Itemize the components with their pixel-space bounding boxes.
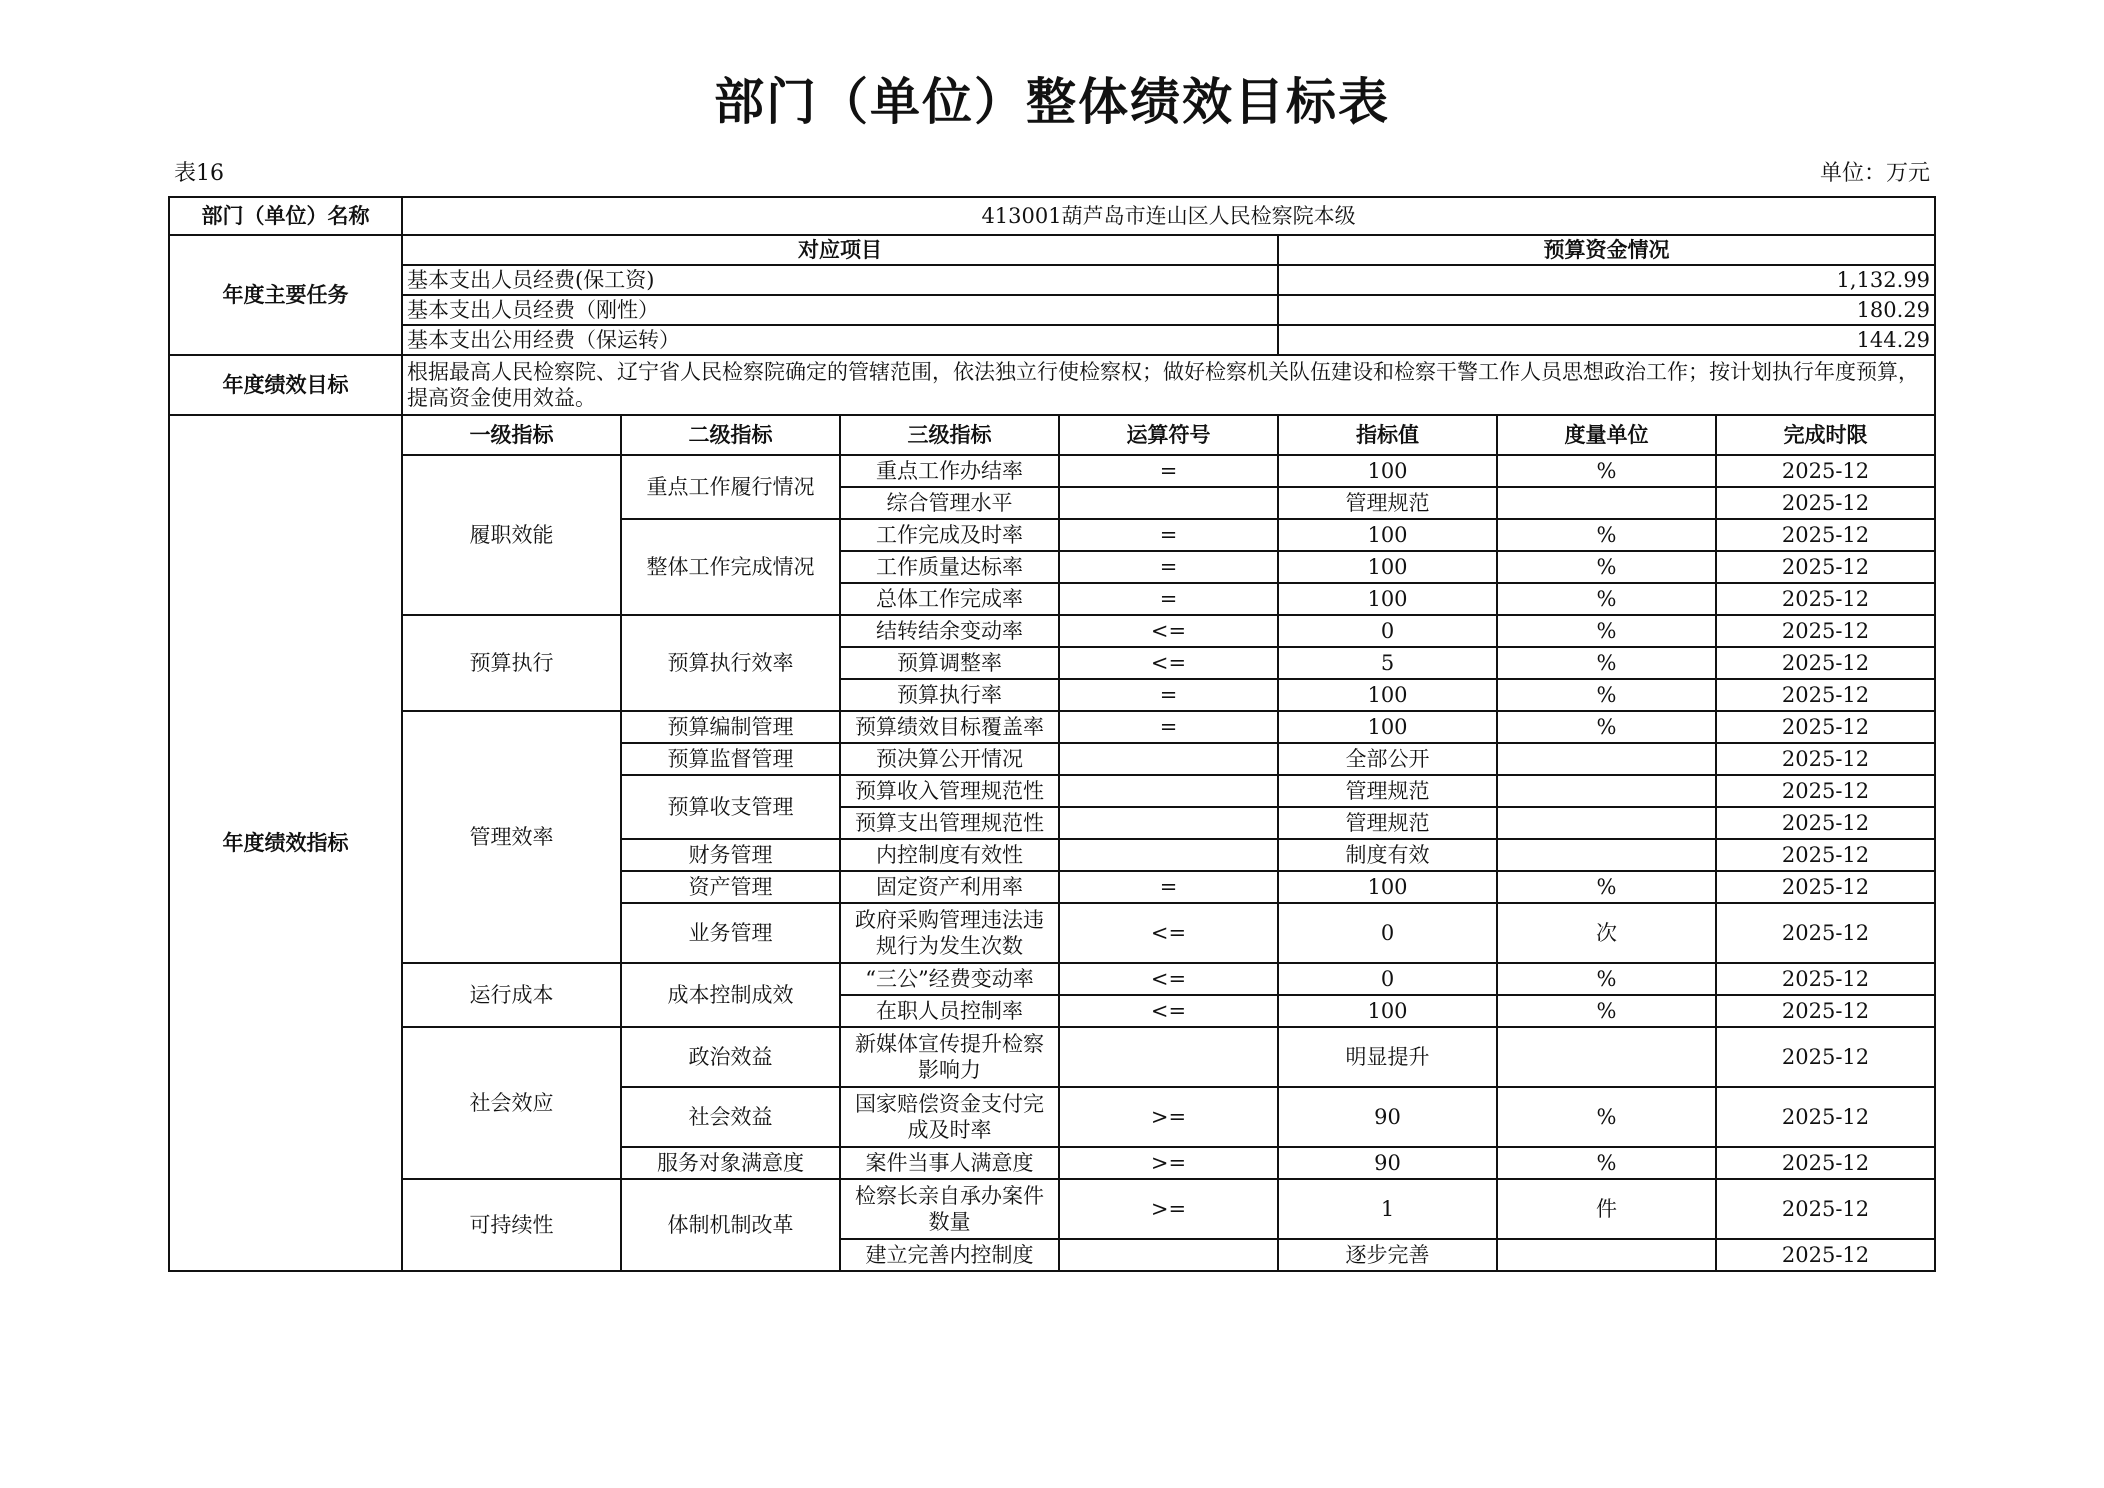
table-row bbox=[169, 711, 1935, 743]
deadline-cell: 2025-12 bbox=[1716, 487, 1935, 519]
value-cell: 100 bbox=[1278, 583, 1497, 615]
operator-cell: >= bbox=[1059, 1179, 1278, 1239]
level3-cell: 国家赔偿资金支付完成及时率 bbox=[840, 1087, 1059, 1147]
deadline-cell: 2025-12 bbox=[1716, 647, 1935, 679]
level2-cell: 政治效益 bbox=[621, 1027, 840, 1087]
level3-cell: 检察长亲自承办案件数量 bbox=[840, 1179, 1059, 1239]
level2-cell: 预算收支管理 bbox=[621, 775, 840, 839]
value-cell: 100 bbox=[1278, 455, 1497, 487]
value-cell: 5 bbox=[1278, 647, 1497, 679]
operator-cell bbox=[1059, 775, 1278, 807]
deadline-cell: 2025-12 bbox=[1716, 995, 1935, 1027]
operator-cell: <= bbox=[1059, 995, 1278, 1027]
unit-cell: 件 bbox=[1497, 1179, 1716, 1239]
operator-cell: = bbox=[1059, 583, 1278, 615]
unit-cell: % bbox=[1497, 711, 1716, 743]
col-unit: 度量单位 bbox=[1497, 415, 1716, 455]
col-level1: 一级指标 bbox=[402, 415, 621, 455]
level3-cell: 在职人员控制率 bbox=[840, 995, 1059, 1027]
deadline-cell: 2025-12 bbox=[1716, 1179, 1935, 1239]
tasks-col-budget: 预算资金情况 bbox=[1278, 235, 1935, 265]
table-row bbox=[169, 615, 1935, 647]
col-deadline: 完成时限 bbox=[1716, 415, 1935, 455]
level3-cell: 预算收入管理规范性 bbox=[840, 775, 1059, 807]
table-number: 表16 bbox=[174, 161, 224, 186]
unit-cell: % bbox=[1497, 1087, 1716, 1147]
dept-name-value: 413001葫芦岛市连山区人民检察院本级 bbox=[402, 197, 1935, 235]
table-row bbox=[169, 1179, 1935, 1239]
deadline-cell: 2025-12 bbox=[1716, 963, 1935, 995]
deadline-cell: 2025-12 bbox=[1716, 455, 1935, 487]
value-cell: 0 bbox=[1278, 615, 1497, 647]
level3-cell: 预算支出管理规范性 bbox=[840, 807, 1059, 839]
deadline-cell: 2025-12 bbox=[1716, 775, 1935, 807]
value-cell: 管理规范 bbox=[1278, 807, 1497, 839]
level3-cell: 工作质量达标率 bbox=[840, 551, 1059, 583]
level3-cell: 重点工作办结率 bbox=[840, 455, 1059, 487]
operator-cell: <= bbox=[1059, 647, 1278, 679]
deadline-cell: 2025-12 bbox=[1716, 519, 1935, 551]
tasks-label: 年度主要任务 bbox=[169, 235, 402, 355]
deadline-cell: 2025-12 bbox=[1716, 583, 1935, 615]
level3-cell: 结转结余变动率 bbox=[840, 615, 1059, 647]
level2-cell: 资产管理 bbox=[621, 871, 840, 903]
level3-cell: 工作完成及时率 bbox=[840, 519, 1059, 551]
value-cell: 1 bbox=[1278, 1179, 1497, 1239]
unit-cell: % bbox=[1497, 583, 1716, 615]
operator-cell: = bbox=[1059, 519, 1278, 551]
deadline-cell: 2025-12 bbox=[1716, 1239, 1935, 1271]
operator-cell bbox=[1059, 1027, 1278, 1087]
deadline-cell: 2025-12 bbox=[1716, 807, 1935, 839]
value-cell: 100 bbox=[1278, 551, 1497, 583]
value-cell: 90 bbox=[1278, 1087, 1497, 1147]
goal-text: 根据最高人民检察院、辽宁省人民检察院确定的管辖范围，依法独立行使检察权；做好检察机关队伍建设和检察干警工作人员思想政治工作；按计划执行年度预算，提高资金使用效益。 bbox=[402, 355, 1935, 415]
value-cell: 100 bbox=[1278, 519, 1497, 551]
unit-cell: % bbox=[1497, 551, 1716, 583]
level2-cell: 财务管理 bbox=[621, 839, 840, 871]
task-amount: 180.29 bbox=[1278, 295, 1935, 325]
value-cell: 管理规范 bbox=[1278, 775, 1497, 807]
task-item: 基本支出公用经费（保运转） bbox=[402, 325, 1278, 355]
operator-cell bbox=[1059, 807, 1278, 839]
unit-cell bbox=[1497, 487, 1716, 519]
level2-cell: 业务管理 bbox=[621, 903, 840, 963]
level3-cell: 建立完善内控制度 bbox=[840, 1239, 1059, 1271]
level3-cell: 固定资产利用率 bbox=[840, 871, 1059, 903]
level2-cell: 体制机制改革 bbox=[621, 1179, 840, 1271]
operator-cell: <= bbox=[1059, 903, 1278, 963]
value-cell: 100 bbox=[1278, 871, 1497, 903]
level1-cell: 运行成本 bbox=[402, 963, 621, 1027]
unit-cell bbox=[1497, 839, 1716, 871]
unit-label: 单位：万元 bbox=[1819, 161, 1930, 186]
value-cell: 100 bbox=[1278, 995, 1497, 1027]
deadline-cell: 2025-12 bbox=[1716, 1147, 1935, 1179]
deadline-cell: 2025-12 bbox=[1716, 615, 1935, 647]
operator-cell bbox=[1059, 487, 1278, 519]
performance-table bbox=[168, 196, 1936, 1272]
value-cell: 100 bbox=[1278, 679, 1497, 711]
unit-cell: % bbox=[1497, 995, 1716, 1027]
value-cell: 管理规范 bbox=[1278, 487, 1497, 519]
deadline-cell: 2025-12 bbox=[1716, 679, 1935, 711]
level3-cell: 内控制度有效性 bbox=[840, 839, 1059, 871]
indicators-label: 年度绩效指标 bbox=[169, 415, 402, 1271]
unit-cell bbox=[1497, 743, 1716, 775]
deadline-cell: 2025-12 bbox=[1716, 551, 1935, 583]
value-cell: 90 bbox=[1278, 1147, 1497, 1179]
level1-cell: 管理效率 bbox=[402, 711, 621, 963]
level1-cell: 可持续性 bbox=[402, 1179, 621, 1271]
operator-cell: >= bbox=[1059, 1147, 1278, 1179]
level3-cell: 案件当事人满意度 bbox=[840, 1147, 1059, 1179]
unit-cell bbox=[1497, 1239, 1716, 1271]
col-level2: 二级指标 bbox=[621, 415, 840, 455]
table-row bbox=[169, 1027, 1935, 1087]
tasks-col-item: 对应项目 bbox=[402, 235, 1278, 265]
page-title: 部门（单位）整体绩效目标表 bbox=[714, 73, 1390, 131]
level2-cell: 预算编制管理 bbox=[621, 711, 840, 743]
operator-cell: = bbox=[1059, 711, 1278, 743]
unit-cell: % bbox=[1497, 963, 1716, 995]
unit-cell: % bbox=[1497, 871, 1716, 903]
level1-cell: 预算执行 bbox=[402, 615, 621, 711]
deadline-cell: 2025-12 bbox=[1716, 711, 1935, 743]
unit-cell: % bbox=[1497, 455, 1716, 487]
table-row bbox=[169, 963, 1935, 995]
level2-cell: 预算监督管理 bbox=[621, 743, 840, 775]
level3-cell: “三公”经费变动率 bbox=[840, 963, 1059, 995]
level2-cell: 预算执行效率 bbox=[621, 615, 840, 711]
operator-cell bbox=[1059, 839, 1278, 871]
value-cell: 制度有效 bbox=[1278, 839, 1497, 871]
unit-cell: % bbox=[1497, 615, 1716, 647]
unit-cell: % bbox=[1497, 647, 1716, 679]
col-value: 指标值 bbox=[1278, 415, 1497, 455]
unit-cell bbox=[1497, 807, 1716, 839]
operator-cell: = bbox=[1059, 551, 1278, 583]
level2-cell: 重点工作履行情况 bbox=[621, 455, 840, 519]
unit-cell: % bbox=[1497, 679, 1716, 711]
operator-cell: = bbox=[1059, 679, 1278, 711]
value-cell: 全部公开 bbox=[1278, 743, 1497, 775]
task-amount: 1,132.99 bbox=[1278, 265, 1935, 295]
unit-cell bbox=[1497, 775, 1716, 807]
unit-cell: % bbox=[1497, 1147, 1716, 1179]
level2-cell: 整体工作完成情况 bbox=[621, 519, 840, 615]
level3-cell: 政府采购管理违法违规行为发生次数 bbox=[840, 903, 1059, 963]
value-cell: 逐步完善 bbox=[1278, 1239, 1497, 1271]
level2-cell: 服务对象满意度 bbox=[621, 1147, 840, 1179]
unit-cell: % bbox=[1497, 519, 1716, 551]
level1-cell: 社会效应 bbox=[402, 1027, 621, 1179]
operator-cell: >= bbox=[1059, 1087, 1278, 1147]
operator-cell bbox=[1059, 743, 1278, 775]
level3-cell: 预决算公开情况 bbox=[840, 743, 1059, 775]
level3-cell: 新媒体宣传提升检察影响力 bbox=[840, 1027, 1059, 1087]
deadline-cell: 2025-12 bbox=[1716, 1087, 1935, 1147]
level2-cell: 成本控制成效 bbox=[621, 963, 840, 1027]
level3-cell: 综合管理水平 bbox=[840, 487, 1059, 519]
value-cell: 100 bbox=[1278, 711, 1497, 743]
value-cell: 明显提升 bbox=[1278, 1027, 1497, 1087]
level2-cell: 社会效益 bbox=[621, 1087, 840, 1147]
task-item: 基本支出人员经费（刚性） bbox=[402, 295, 1278, 325]
deadline-cell: 2025-12 bbox=[1716, 903, 1935, 963]
value-cell: 0 bbox=[1278, 903, 1497, 963]
dept-name-label: 部门（单位）名称 bbox=[169, 197, 402, 235]
deadline-cell: 2025-12 bbox=[1716, 839, 1935, 871]
value-cell: 0 bbox=[1278, 963, 1497, 995]
operator-cell: = bbox=[1059, 871, 1278, 903]
level3-cell: 预算执行率 bbox=[840, 679, 1059, 711]
operator-cell bbox=[1059, 1239, 1278, 1271]
col-level3: 三级指标 bbox=[840, 415, 1059, 455]
task-item: 基本支出人员经费(保工资) bbox=[402, 265, 1278, 295]
level1-cell: 履职效能 bbox=[402, 455, 621, 615]
deadline-cell: 2025-12 bbox=[1716, 1027, 1935, 1087]
level3-cell: 预算绩效目标覆盖率 bbox=[840, 711, 1059, 743]
goal-label: 年度绩效目标 bbox=[169, 355, 402, 415]
operator-cell: <= bbox=[1059, 615, 1278, 647]
operator-cell: <= bbox=[1059, 963, 1278, 995]
level3-cell: 总体工作完成率 bbox=[840, 583, 1059, 615]
col-operator: 运算符号 bbox=[1059, 415, 1278, 455]
level3-cell: 预算调整率 bbox=[840, 647, 1059, 679]
unit-cell: 次 bbox=[1497, 903, 1716, 963]
operator-cell: = bbox=[1059, 455, 1278, 487]
unit-cell bbox=[1497, 1027, 1716, 1087]
task-amount: 144.29 bbox=[1278, 325, 1935, 355]
deadline-cell: 2025-12 bbox=[1716, 743, 1935, 775]
deadline-cell: 2025-12 bbox=[1716, 871, 1935, 903]
table-row bbox=[169, 455, 1935, 487]
